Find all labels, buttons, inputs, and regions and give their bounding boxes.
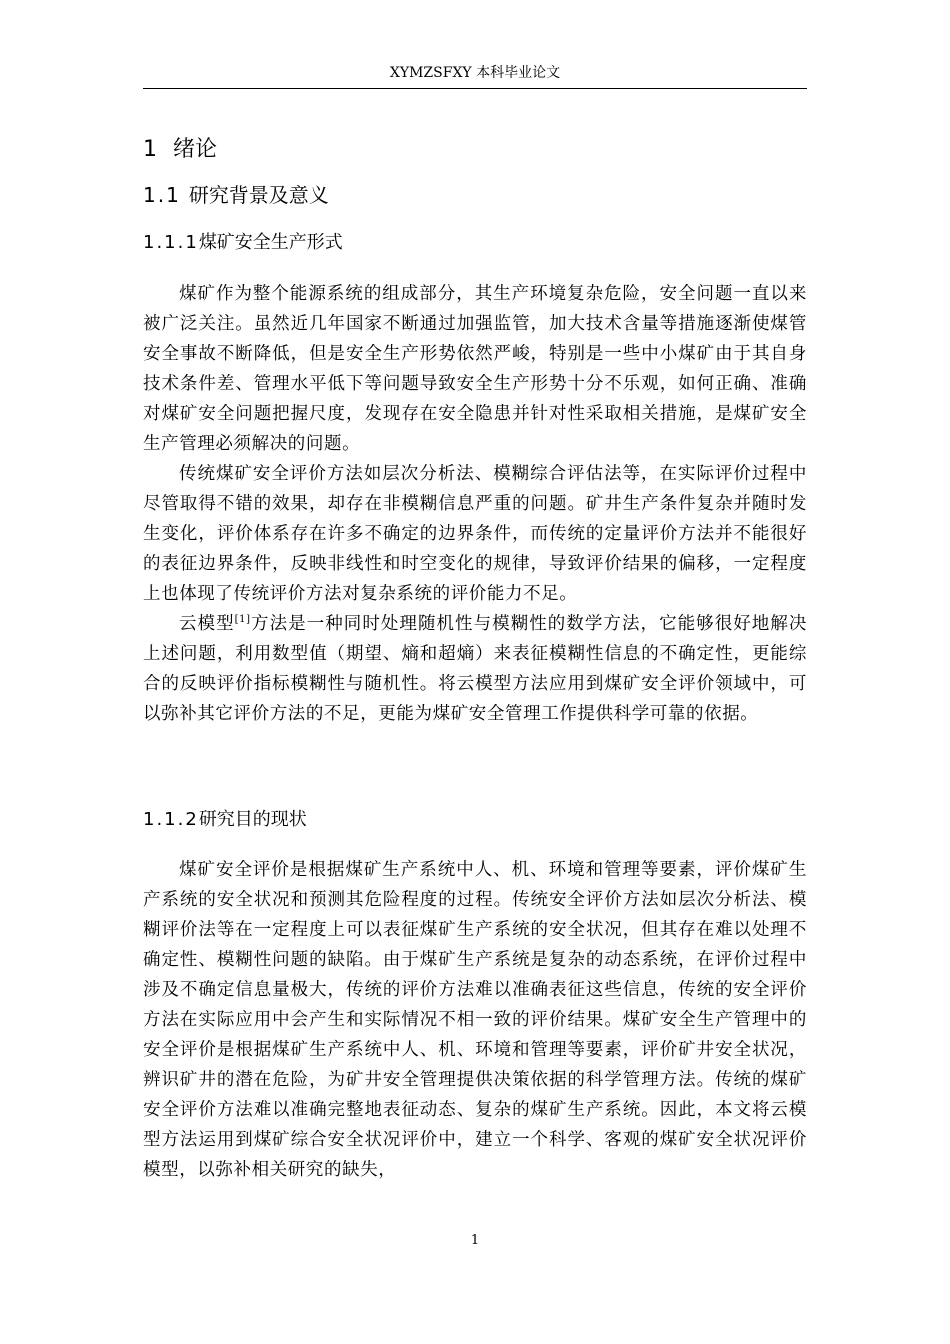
subsection-heading bbox=[143, 229, 343, 257]
page-header bbox=[143, 64, 807, 89]
section-title: 研究背景及意义 bbox=[188, 183, 329, 207]
paragraph-text: 方法是一种同时处理随机性与模糊性的数学方法，它能够很好地解决上述问题，利用数型值（期望、熵和超熵）来表征模糊性信息的不确定性，更能综合的反映评价指标模糊性与随机性。将云模型方法应用到煤矿安全评价领域中，可以弥补其它评价方法的不足，更能为煤矿安全管理工作提供科学可靠的依据。 bbox=[143, 614, 807, 724]
paragraph: 煤矿安全评价是根据煤矿生产系统中人、机、环境和管理等要素，评价煤矿生产系统的安全状况和预测其危险程度的过程。传统安全评价方法如层次分析法、模糊评价法等在一定程度上可以表征煤矿生产系统的安全状况，但其存在难以处理不确定性、模糊性问题的缺陷。由于煤矿生产系统是复杂的动态系统，在评价过程中涉及不确定信息量极大，传统的评价方法难以准确表征这些信息，传统的安全评价方法在实际应用中会产生和实际情况不相一致的评价结果。煤矿安全生产管理中的安全评价是根据煤矿生产系统中人、机、环境和管理等要素，评价矿井安全状况，辨识矿井的潜在危险，为矿井安全管理提供决策依据的科学管理方法。传统的煤矿安全评价方法难以准确完整地表征动态、复杂的煤矿生产系统。因此，本文将云模型方法运用到煤矿综合安全状况评价中，建立一个科学、客观的煤矿安全状况评价模型，以弥补相关研究的缺失， bbox=[143, 860, 807, 1180]
subsection-title: 煤矿安全生产形式 bbox=[198, 232, 343, 253]
section-heading bbox=[143, 180, 329, 210]
citation-reference[interactable]: [1] bbox=[234, 614, 251, 625]
chapter-title: 绪论 bbox=[173, 137, 218, 162]
paragraph: 煤矿作为整个能源系统的组成部分，其生产环境复杂危险，安全问题一直以来被广泛关注。虽然近几年国家不断通过加强监管，加大技术含量等措施逐渐使煤管安全事故不断降低，但是安全生产形势依然严峻，特别是一些中小煤矿由于其自身技术条件差、管理水平低下等问题导致安全生产形势十分不乐观，如何正确、准确对煤矿安全问题把握尺度，发现存在安全隐患并针对性采取相关措施，是煤矿安全生产管理必须解决的问题。 bbox=[143, 284, 807, 454]
subsection-title: 研究目的现状 bbox=[198, 809, 307, 830]
subsection-body bbox=[143, 855, 807, 1185]
subsection-number: 1.1.1 bbox=[143, 232, 199, 253]
chapter-number: 1 bbox=[143, 137, 157, 162]
paragraph bbox=[143, 609, 807, 729]
subsection-body bbox=[143, 279, 807, 729]
chapter-heading bbox=[143, 134, 217, 166]
page-number: 1 bbox=[470, 1233, 480, 1248]
paragraph: 传统煤矿安全评价方法如层次分析法、模糊综合评估法等，在实际评价过程中尽管取得不错的效果，却存在非模糊信息严重的问题。矿井生产条件复杂并随时发生变化，评价体系存在许多不确定的边界条件，而传统的定量评价方法并不能很好的表征边界条件，反映非线性和时空变化的规律，导致评价结果的偏移，一定程度上也体现了传统评价方法对复杂系统的评价能力不足。 bbox=[143, 464, 807, 604]
header-title: XYMZSFXY 本科毕业论文 bbox=[389, 65, 561, 81]
subsection-number: 1.1.2 bbox=[143, 809, 199, 830]
subsection-heading bbox=[143, 806, 307, 834]
paragraph-text: 云模型 bbox=[179, 614, 235, 634]
section-number: 1.1 bbox=[143, 183, 181, 207]
